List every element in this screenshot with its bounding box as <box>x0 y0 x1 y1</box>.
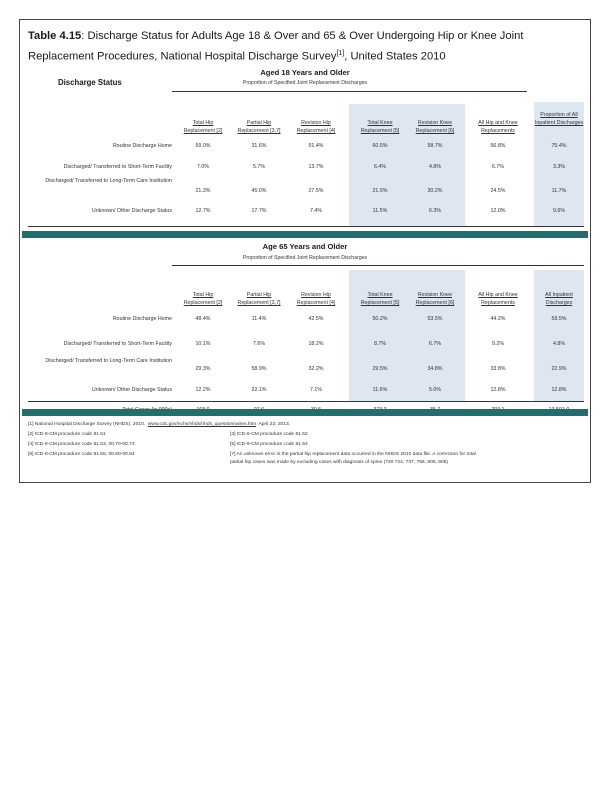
footnote-4: [4] ICD-9-CM procedure code 81.53, 00.70-00.73 <box>28 442 135 447</box>
table-cell: 59.0% <box>195 143 211 149</box>
table-cell: 6.3% <box>428 208 442 214</box>
row-label: Routine Discharge Home <box>112 143 172 149</box>
table-cell: 59.5% <box>551 316 567 322</box>
table-cell: 51.4% <box>308 143 324 149</box>
column-header: Revision Knee Replacement [6] <box>415 292 455 306</box>
table-cell: 29.5% <box>372 366 388 372</box>
table-cell: 6.4% <box>373 164 387 170</box>
column-header: Total Hip Replacement [2] <box>183 292 223 306</box>
footnote-7b: partial hip cases was made by excluding cases with diagnosis of spine (720 724, 737, 756, 805, 806) <box>230 460 449 465</box>
column-header: All Hip and Knee Replacements <box>478 292 518 306</box>
table-cell: 27.5% <box>308 188 324 194</box>
table-cell: 17.7% <box>251 208 267 214</box>
header-rule <box>172 265 584 266</box>
footnote-5: [5] ICD-9-CM procedure code 81.54 <box>230 442 308 447</box>
column-header: Total Hip Replacement [2] <box>183 120 223 134</box>
table-cell: 21.6% <box>372 188 388 194</box>
table-cell: 12.0% <box>490 208 506 214</box>
table-title <box>28 28 584 66</box>
table-cell: 13.7% <box>308 164 324 170</box>
row-label: Routine Discharge Home <box>112 316 172 322</box>
table-cell: 45.0% <box>251 188 267 194</box>
table-cell: 42.5% <box>308 316 324 322</box>
column-header: All Hip and Knee Replacements <box>478 120 518 134</box>
table-number: Table 4.15 <box>28 30 82 42</box>
table-cell: 33.8% <box>490 366 506 372</box>
column-header: Revision Hip Replacement [4] <box>296 120 336 134</box>
footnote-1 <box>28 422 588 429</box>
column-header: Partial Hip Replacement [3,7] <box>237 120 281 134</box>
table-cell: 32.2% <box>308 366 324 372</box>
table-cell: 11.7% <box>551 188 567 194</box>
table-cell: 75.4% <box>551 143 567 149</box>
table-cell: 56.8% <box>490 143 506 149</box>
row-label: Discharged/ Transferred to Long-Term Care Institution <box>45 358 172 364</box>
footnote-3: [3] ICD-9-CM procedure code 81.52 <box>230 432 308 437</box>
table-cell: 4.8% <box>552 341 566 347</box>
table-cell: 12.8% <box>551 387 567 393</box>
table-cell: 5.7% <box>252 164 266 170</box>
section-divider <box>22 231 588 238</box>
column-header: Revision Knee Replacement [6] <box>415 120 455 134</box>
table-cell: 6.7% <box>491 164 505 170</box>
table-cell: 18.2% <box>308 341 324 347</box>
table-cell: 12.7% <box>195 208 211 214</box>
column-header: Revision Hip Replacement [4] <box>296 292 336 306</box>
row-label: Discharged/ Transferred to Short-Term Facility <box>63 164 172 170</box>
table-cell: 8.7% <box>373 341 387 347</box>
footnote-6: [6] ICD-9-CM procedure code 81.55, 00.80-00.84 <box>28 452 135 457</box>
table-cell: 10.1% <box>195 341 211 347</box>
table-cell: 7.1% <box>309 387 323 393</box>
table-cell: 48.4% <box>195 316 211 322</box>
table-cell: 12.8% <box>490 387 506 393</box>
table-cell: 6.7% <box>428 341 442 347</box>
table-cell: 3.3% <box>552 164 566 170</box>
table-cell: 31.6% <box>251 143 267 149</box>
column-header: Total Knee Replacement [5] <box>360 120 400 134</box>
row-label: Unknown/ Other Discharge Status <box>91 208 172 214</box>
table-title-tail: , United States 2010 <box>344 50 446 63</box>
table-title-text: : Discharge Status for Adults Age 18 & Over and 65 & Over Undergoing Hip or Knee Joint Replacement Procedures, National Hospital Discharge Survey <box>28 30 524 63</box>
title-footnote-ref: [1] <box>336 50 345 57</box>
section-divider <box>22 409 588 416</box>
nhds-link[interactable]: www.cdc.gov/nchs/nhds/nhds_questionnaires.htm <box>147 422 257 427</box>
table-cell: 29.3% <box>195 366 211 372</box>
table-cell: 11.5% <box>372 208 388 214</box>
column-header: Proportion of All Inpatient Discharges <box>534 112 584 126</box>
footnote-1-text: [1] National Hospital Discharge Survey (NHDS), 2010. <box>28 422 146 427</box>
table-cell: 44.2% <box>490 316 506 322</box>
footnote-2: [2] ICD-9-CM procedure code 81.51 <box>28 432 106 437</box>
table-cell: 58.7% <box>427 143 443 149</box>
table-cell: 5.0% <box>428 387 442 393</box>
total-rule <box>28 226 584 227</box>
table-cell: 50.2% <box>372 316 388 322</box>
table-cell: 4.8% <box>428 164 442 170</box>
table-cell: 12.2% <box>195 387 211 393</box>
table-cell: 34.8% <box>427 366 443 372</box>
section-title: Aged 18 Years and Older <box>260 68 350 77</box>
discharge-status-header: Discharge Status <box>58 78 122 87</box>
row-label: Discharged/ Transferred to Long-Term Care Institution <box>45 178 172 184</box>
footnote-1-date: April 23, 2013. <box>258 422 291 427</box>
table-cell: 58.9% <box>251 366 267 372</box>
table-cell: 53.5% <box>427 316 443 322</box>
inpatient-shade <box>534 270 584 401</box>
table-cell: 9.2% <box>491 341 505 347</box>
table-cell: 24.5% <box>490 188 506 194</box>
table-cell: 21.3% <box>195 188 211 194</box>
table-frame <box>19 19 591 483</box>
table-cell: 22.9% <box>551 366 567 372</box>
table-cell: 7.0% <box>196 164 210 170</box>
table-cell: 7.4% <box>309 208 323 214</box>
section-subtitle: Proportion of Specified Joint Replacement Discharges <box>242 255 368 261</box>
section-subtitle: Proportion of Specified Joint Replacement Discharges <box>242 80 368 86</box>
total-rule <box>28 401 584 402</box>
row-label: Discharged/ Transferred to Short-Term Facility <box>63 341 172 347</box>
table-cell: 7.6% <box>252 341 266 347</box>
table-cell: 60.5% <box>372 143 388 149</box>
table-cell: 30.2% <box>427 188 443 194</box>
column-header: Partial Hip Replacement [3,7] <box>237 292 281 306</box>
table-cell: 11.6% <box>372 387 388 393</box>
footnote-7a: [7] An unknown error in the partial hip replacement data occurred in the NHDS 2010 data file. A correction for total <box>230 452 476 457</box>
table-cell: 11.4% <box>251 316 267 322</box>
table-cell: 9.6% <box>552 208 566 214</box>
header-rule <box>172 91 527 92</box>
knee-shade <box>349 270 465 401</box>
section-title: Age 65 Years and Older <box>262 242 348 251</box>
column-header: All Inpatient Discharges <box>545 292 573 306</box>
table-cell: 22.1% <box>251 387 267 393</box>
row-label: Unknown/ Other Discharge Status <box>91 387 172 393</box>
column-header: Total Knee Replacement [5] <box>360 292 400 306</box>
